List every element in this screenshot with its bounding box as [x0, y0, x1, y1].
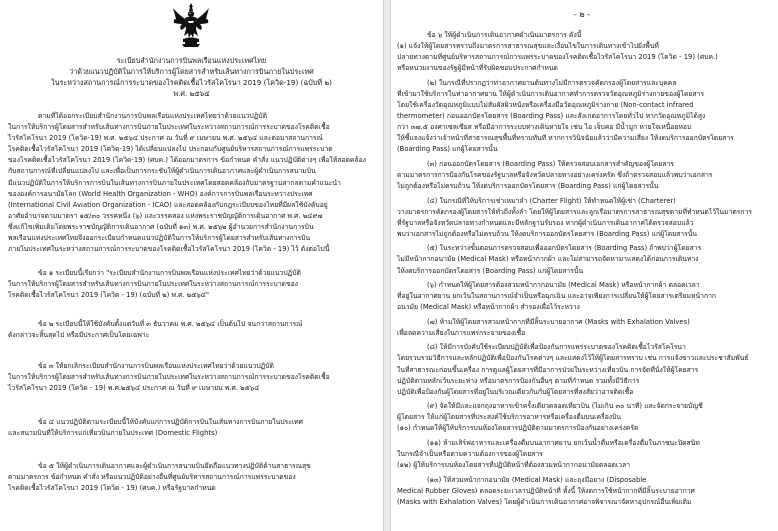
right-document-page — [391, 0, 778, 531]
page-number: - ๒ - — [574, 10, 591, 19]
text-line: ที่เข้ามาใช้บริการในท่าอากาศยาน ให้ผู้ดำเนินการเดินอากาศทำการตรวจวัดอุณหภูมิร่างกายของผู้โดยสาร — [397, 89, 704, 98]
clause-1 — [8, 268, 301, 301]
text-line: ไวรัสโคโรนา 2019 (โควิด-19) พ.ศ. ๒๕๖๔ ประกาศ ณ วันที่ ๙ เมษายน พ.ศ. ๒๕๖๔ และต่อมาสถานการณ์ — [8, 134, 323, 143]
garuda-emblem-icon — [172, 2, 210, 48]
text-line: ข้อ ๖ ให้ผู้ดำเนินการเดินอากาศดำเนินมาตรการ ดังนี้ — [427, 31, 582, 39]
text-line: ข้อ ๓ ให้ยกเลิกระเบียบสำนักงานการบินพลเรือนแห่งประเทศไทยว่าด้วยแนวปฏิบัติ — [38, 362, 274, 370]
clause-6-paragraph — [397, 243, 701, 276]
text-line: ขององค์การอนามัยโลก (World Health Organization - WHO) องค์การการบินพลเรือนระหว่างประเทศ — [8, 189, 313, 198]
text-line: ตามมาตรการการป้องกันโรคของรัฐบาลหรือจังหวัดปลายทางอย่างเคร่งครัด ซึ่งถ้าตรวจสอบแล้วพบว่าเอกสาร — [397, 170, 713, 179]
text-line: มีแนวปฏิบัติในการให้บริการการบินในเส้นทางการบินภายในประเทศโดยสอดคล้องกับมาตรฐานสากลตามคำแนะนำ — [8, 178, 341, 187]
preamble-paragraph — [8, 111, 366, 255]
text-line: ในที่สาธารณะก่อนขึ้นเครื่อง การดูแลผู้โดยสารที่มีอาการป่วยในระหว่างเที่ยวบิน การจัดที่นั่งให้ผู้โดยสาร — [397, 365, 699, 374]
text-line: อนามัย (Medical Mask) หรือหน้ากากผ้า สำรองเผื่อไว้ระหว่าง — [397, 303, 580, 312]
text-line: โดยรวบรวมวิธีการและหลักปฏิบัติเพื่อป้องกันโรคต่างๆ และแสดงไว้ให้ผู้โดยสารทราบ เช่น การแจ้งข่าวและประชาสัมพันธ์ — [397, 354, 749, 363]
text-line: โดยใช้เครื่องวัดอุณหภูมิแบบไม่สัมผัสผิวหนังหรือเครื่องมือวัดอุณหภูมิร่างกาย (Non-contact infrared — [397, 100, 694, 109]
regulation-subtitle: ในระหว่างสถานการณ์การระบาดของโรคติดเชื้อไวรัสโคโรนา 2019 (โควิด-19) (ฉบับที่ ๒) — [51, 78, 332, 87]
text-line: Medical Rubber Gloves) ตลอดระยะเวลาปฏิบัติหน้าที่ ทั้งนี้ ให้งดการใช้หน้ากากที่มีลิ้นระบายอากาศ — [397, 486, 695, 495]
text-line: และสนามบินที่ให้บริการแก่เที่ยวบินภายในประเทศ (Domestic Flights) — [8, 429, 218, 438]
clause-6-paragraph — [397, 30, 718, 74]
text-line: ในกรณีจำเป็นหรือตามความต้องการของผู้โดยสาร — [397, 450, 543, 459]
text-line: วางมาตรการคัดกรองผู้โดยสารให้ทั่วถึงทั้งลำ โดยให้ผู้โดยสารและลูกเรือมาตรการสาธารณสุขตามที่ทำหนดไว้ในมาตรการ — [397, 207, 752, 216]
clause-6-paragraph — [397, 317, 690, 339]
text-line: ในการให้บริการผู้โดยสารสำหรับเส้นทางการบินภายในประเทศในระหว่างสถานการณ์การระบาดของ — [8, 280, 298, 289]
text-line: (๓) ก่อนออกบัตรโดยสาร (Boarding Pass) ให้ตรวจสอบเอกสารสำคัญของผู้โดยสาร — [427, 159, 674, 168]
text-line: ไม่มีหน้ากากอนามัย (Medical Mask) หรือหน้ากากผ้า และไม่สามารถจัดหามาแสดงได้ก่อนการเดินทาง — [397, 255, 699, 264]
text-line: พบว่าเอกสารไม่ถูกต้องหรือไม่ครบถ้วน ให้งดบริการออกบัตรโดยสาร (Boarding Pass) แก่ผู้โดยสารนั้น — [397, 229, 698, 238]
regulation-year: พ.ศ. ๒๕๖๔ — [173, 89, 210, 98]
text-line: (๑๑) ห้ามเสิร์ฟอาหารและเครื่องดื่มบนอากาศยาน ยกเว้นน้ำดื่มหรือเครื่องดื่มในภาชนะปิดสนิท — [427, 439, 700, 447]
text-line: กว่า ๓๗.๕ องศาเซลเซียส หรือมีอาการระบบทางเดินหายใจ เช่น ไอ เจ็บคอ มีน้ำมูก หายใจเหนื่อยหอบ — [397, 123, 692, 132]
text-line: ในการให้บริการผู้โดยสารสำหรับเส้นทางการบินภายในประเทศในระหว่างสถานการณ์การระบาดของโรคติดเชื้อ — [8, 123, 330, 132]
text-line: โรคติดเชื้อไวรัสโคโรนา 2019 (โควิด - 19) (ศบค.) หรือรัฐบาลกำหนด — [8, 484, 216, 493]
text-line: ข้อ ๕ ให้ผู้ดำเนินการเดินอากาศและผู้ดำเนินการสนามบินยึดถือแนวทางปฏิบัติด้านสาธารณสุข — [38, 462, 311, 470]
text-line: ของโรคติดเชื้อไวรัสโคโรนา 2019 (โควิด-19) (ศบค.) ได้ออกมาตรการ ข้อกำหนด คำสั่ง แนวปฏิบัติต่างๆ เพื่อให้สอดคล้อง — [8, 156, 366, 165]
text-line: (๑๐) กำหนดให้ผู้ให้บริการบนห้องโดยสารปฏิบัติตามมาตรการป้องกันอย่างเคร่งครัด — [397, 424, 639, 433]
text-line: ตามที่ได้ออกระเบียบสำนักงานการบินพลเรือนแห่งประเทศไทยว่าด้วยแนวปฏิบัติ — [38, 112, 268, 120]
text-line: ไม่ถูกต้องหรือไม่ครบถ้วน ให้งดบริการออกบัตรโดยสาร (Boarding Pass) แก่ผู้โดยสารนั้น — [397, 182, 659, 191]
text-line: ปลายทางตามที่ศูนย์บริหารสถานการณ์การแพร่ระบาดของโรคติดเชื้อไวรัสโคโรนา 2019 (โควิด - 19) (ศบค.) — [397, 53, 718, 62]
text-line: ในการให้บริการผู้โดยสารสำหรับเส้นทางการบินภายในประเทศในระหว่างสถานการณ์การระบาดของโรคติดเชื้อ — [8, 373, 330, 382]
text-line: ที่อยู่ในอากาศยาน ยกเว้นในสถานการณ์จำเป็นหรือฉุกเฉิน และอาจเพียงการเปลี่ยนให้ผู้โดยสารเตรียมหน้ากาก — [397, 292, 717, 301]
clause-4 — [8, 417, 303, 439]
text-line: (๙) จัดให้มีและแจกถุงอาหารเข้าครั้งเดียวตลอดเที่ยวบิน (ไม่เกิน ๓๐ นาที) และจัดกระจายบัญชี — [427, 402, 703, 411]
clause-6-paragraph — [397, 78, 734, 156]
text-line: ดังกล่าวจะสิ้นสุดไป หรือมีประกาศเป็นโดยเฉพาะ — [8, 331, 150, 340]
clause-6-paragraph — [397, 401, 703, 434]
text-line: โรคติดเชื้อไวรัสโคโรนา 2019 (โควิด - 19) (ฉบับที่ ๒) พ.ศ. ๒๕๖๔" — [8, 291, 209, 300]
text-line: (๔) ในกรณีที่ให้บริการเช่าเหมาลำ (Charter Flight) ให้ทำหนดให้ผู้เช่า (Charterer) — [427, 196, 676, 205]
text-line: ซึ่งแก้ไขเพิ่มเติมโดยพระราชบัญญัติการเดินอากาศ (ฉบับที่ ๑๓) พ.ศ. ๒๕๖๒ ผู้อำนวยการสำนักงานการบิน — [8, 222, 314, 231]
text-line: ตามมาตรการ ข้อกำหนด คำสั่ง หรือแนวปฏิบัติอย่างอื่นที่ศูนย์บริหารสถานการณ์การแพร่ระบาดของ — [8, 473, 296, 482]
left-document-page — [0, 0, 383, 531]
text-line: กับสถานการณ์ที่เปลี่ยนแปลงไป และเพื่อเป็นการกระชับให้ผู้ดำเนินการเดินอากาศและผู้ดำเนินการสนามบิน — [8, 167, 316, 176]
text-line: (๗) ห้ามให้ผู้โดยสารสวมหน้ากากที่มีลิ้นระบายอากาศ (Masks with Exhalation Valves) — [427, 317, 690, 326]
clause-5 — [8, 461, 311, 494]
text-line: ปฏิบัติตามหลักเว้นระยะห่าง หรือมาตรการป้องกันอื่นๆ ตามที่กำหนด รวมทั้งมีวิธีการ — [397, 376, 640, 385]
text-line: thermometer) ก่อนออกบัตรโดยสาร (Boarding Pass) และสังเกตอาการโดยทั่วไป หากวัดอุณหภูมิได้สูง — [397, 112, 706, 121]
text-line: (๘) ให้มีการบังคับใช้ระเบียบปฏิบัติเพื่อป้องกันการแพร่ระบาดของโรคติดเชื้อไวรัสโคโรนา — [427, 343, 686, 352]
text-line: พลเรือนแห่งประเทศไทยจึงออกระเบียบกำหนดแนวปฏิบัติในการให้บริการผู้โดยสารสำหรับเส้นทางการบิน — [8, 234, 311, 243]
text-line: (International Civil Aviation Organization - ICAO) และสอดคล้องกับกฎระเบียบของไทยที่มีผลใช้บังคับอยู่ — [8, 200, 328, 209]
clause-3 — [8, 361, 330, 394]
clause-6-paragraph — [397, 438, 700, 471]
text-line: (๕) ในระหว่างขั้นตอนการตรวจสอบเพื่อออกบัตรโดยสาร (Boarding Pass) ถ้าพบว่าผู้โดยสาร — [427, 244, 702, 253]
text-line: ข้อ ๔ แนวปฏิบัติตามระเบียบนี้ให้บังคับแก่การปฏิบัติการบินในเส้นทางการบินภายในประเทศ — [38, 418, 303, 426]
text-line: ให้ชี้แจงแจ้งว่าเจ้าหน้าที่สาธารณสุขพื้นที่ทราบทันที หากการวินิจฉัยแล้วว่ามีความเสี่ยง ให้งดบริการออกบัตรโดยสาร — [397, 134, 734, 143]
text-line: (๑๒) ผู้ให้บริการบนห้องโดยสารที่ปฏิบัติหน้าที่ต้องสวมหน้ากากอนามัยตลอดเวลา — [397, 461, 631, 470]
text-line: (๑๓) ให้สวมหน้ากากอนามัย (Medical Mask) และถุงมือยาง (Disposable — [427, 475, 647, 484]
clause-6-paragraph — [397, 159, 712, 192]
text-line: ผู้โดยสาร ให้แก่ผู้โดยสารที่ประสงค์ใช้บริการอาหารหรือเครื่องดื่มบนเครื่องบิน — [397, 413, 622, 422]
text-line: (๒) ในกรณีที่ปรากฏว่าท่าอากาศยานต้นทางไม่มีการตรวจคัดกรองผู้โดยสารและบุคคล — [427, 78, 677, 87]
text-line: ภายในประเทศในระหว่างสถานการณ์การระบาดของโรคติดเชื้อไวรัสโคโรนา 2019 (โควิด - 19) ไว้ ดังต่อไปนี้ — [8, 245, 330, 254]
regulation-title: ระเบียบสำนักงานการบินพลเรือนแห่งประเทศไทย — [116, 56, 267, 65]
text-line: ปฏิบัติเพื่อป้องกันผู้โดยสารที่อยู่ในบริเวณเดียวกันกับผู้โดยสารที่สงสัยว่าอาจติดเชื้อ — [397, 387, 634, 396]
text-line: (๖) กำหนดให้ผู้โดยสารต้องสวมหน้ากากอนามัย (Medical Mask) หรือหน้ากากผ้า ตลอดเวลา — [427, 281, 700, 290]
page-divider — [383, 0, 391, 531]
text-line: (๑) แจ้งให้ผู้โดยสารทราบถึงมาตรการสาธารณสุขและเงื่อนไขในการเดินทางเข้าไปยังพื้นที่ — [397, 42, 659, 51]
text-line: ข้อ ๒ ระเบียบนี้ให้ใช้บังคับตั้งแต่วันที่ ๓ ธันวาคม พ.ศ. ๒๕๖๔ เป็นต้นไป จนกว่าสถานการณ์ — [38, 320, 303, 328]
text-line: ข้อ ๑ ระเบียบนี้เรียกว่า "ระเบียบสำนักงานการบินพลเรือนแห่งประเทศไทยว่าด้วยแนวปฏิบัติ — [38, 269, 301, 277]
clause-6-paragraph — [397, 342, 748, 397]
text-line: อาศัยอำนาจตามมาตรา ๑๕/๓๐ วรรคหนึ่ง (๖) และวรรคสอง แห่งพระราชบัญญัติการเดินอากาศ พ.ศ. ๒๔๙๗ — [8, 211, 323, 220]
clause-6-paragraph — [397, 280, 716, 313]
clause-6-paragraph — [397, 475, 695, 508]
text-line: ให้งดบริการออกบัตรโดยสาร (Boarding Pass) แก่ผู้โดยสารนั้น — [397, 266, 584, 275]
clause-6-paragraph — [397, 196, 752, 240]
regulation-subtitle: ว่าด้วยแนวปฏิบัติในการให้บริการผู้โดยสารสำหรับเส้นทางการบินภายในประเทศ — [69, 67, 314, 76]
text-line: โรคติดเชื้อไวรัสโคโรนา 2019 (โควิด-19) ได้เปลี่ยนแปลงไป ประกอบกับศูนย์บริหารสถานการณ์การแพร่ระบาด — [8, 145, 333, 154]
text-line: ไวรัสโคโรนา 2019 (โควิด - 19) พ.ศ.๒๕๖๔ ประกาศ ณ วันที่ ๙ เมษายน พ.ศ. ๒๕๖๔ — [8, 384, 260, 393]
text-line: เพื่อลดความเสี่ยงในการแพร่กระจายของเชื้อ — [397, 328, 526, 337]
clause-2 — [8, 319, 302, 341]
text-line: หรือหน่วยงานของรัฐผู้มีหน้าที่รับผิดชอบประกาศกำหนด — [397, 64, 558, 73]
text-line: (Boarding Pass) แก่ผู้โดยสารนั้น — [397, 145, 498, 154]
text-line: (Masks with Exhalation Valves) โดยผู้ดำเนินการเดินอากาศอาจพิจารณาจัดหาอุปกรณ์อื่นเพิ่มเติม — [397, 497, 692, 506]
text-line: ที่รัฐบาลหรือจังหวัดปลายทางกำหนดและมีหลักฐานรับรอง หากผู้ดำเนินการเดินอากาศได้ตรวจสอบแล้ว — [397, 218, 694, 227]
